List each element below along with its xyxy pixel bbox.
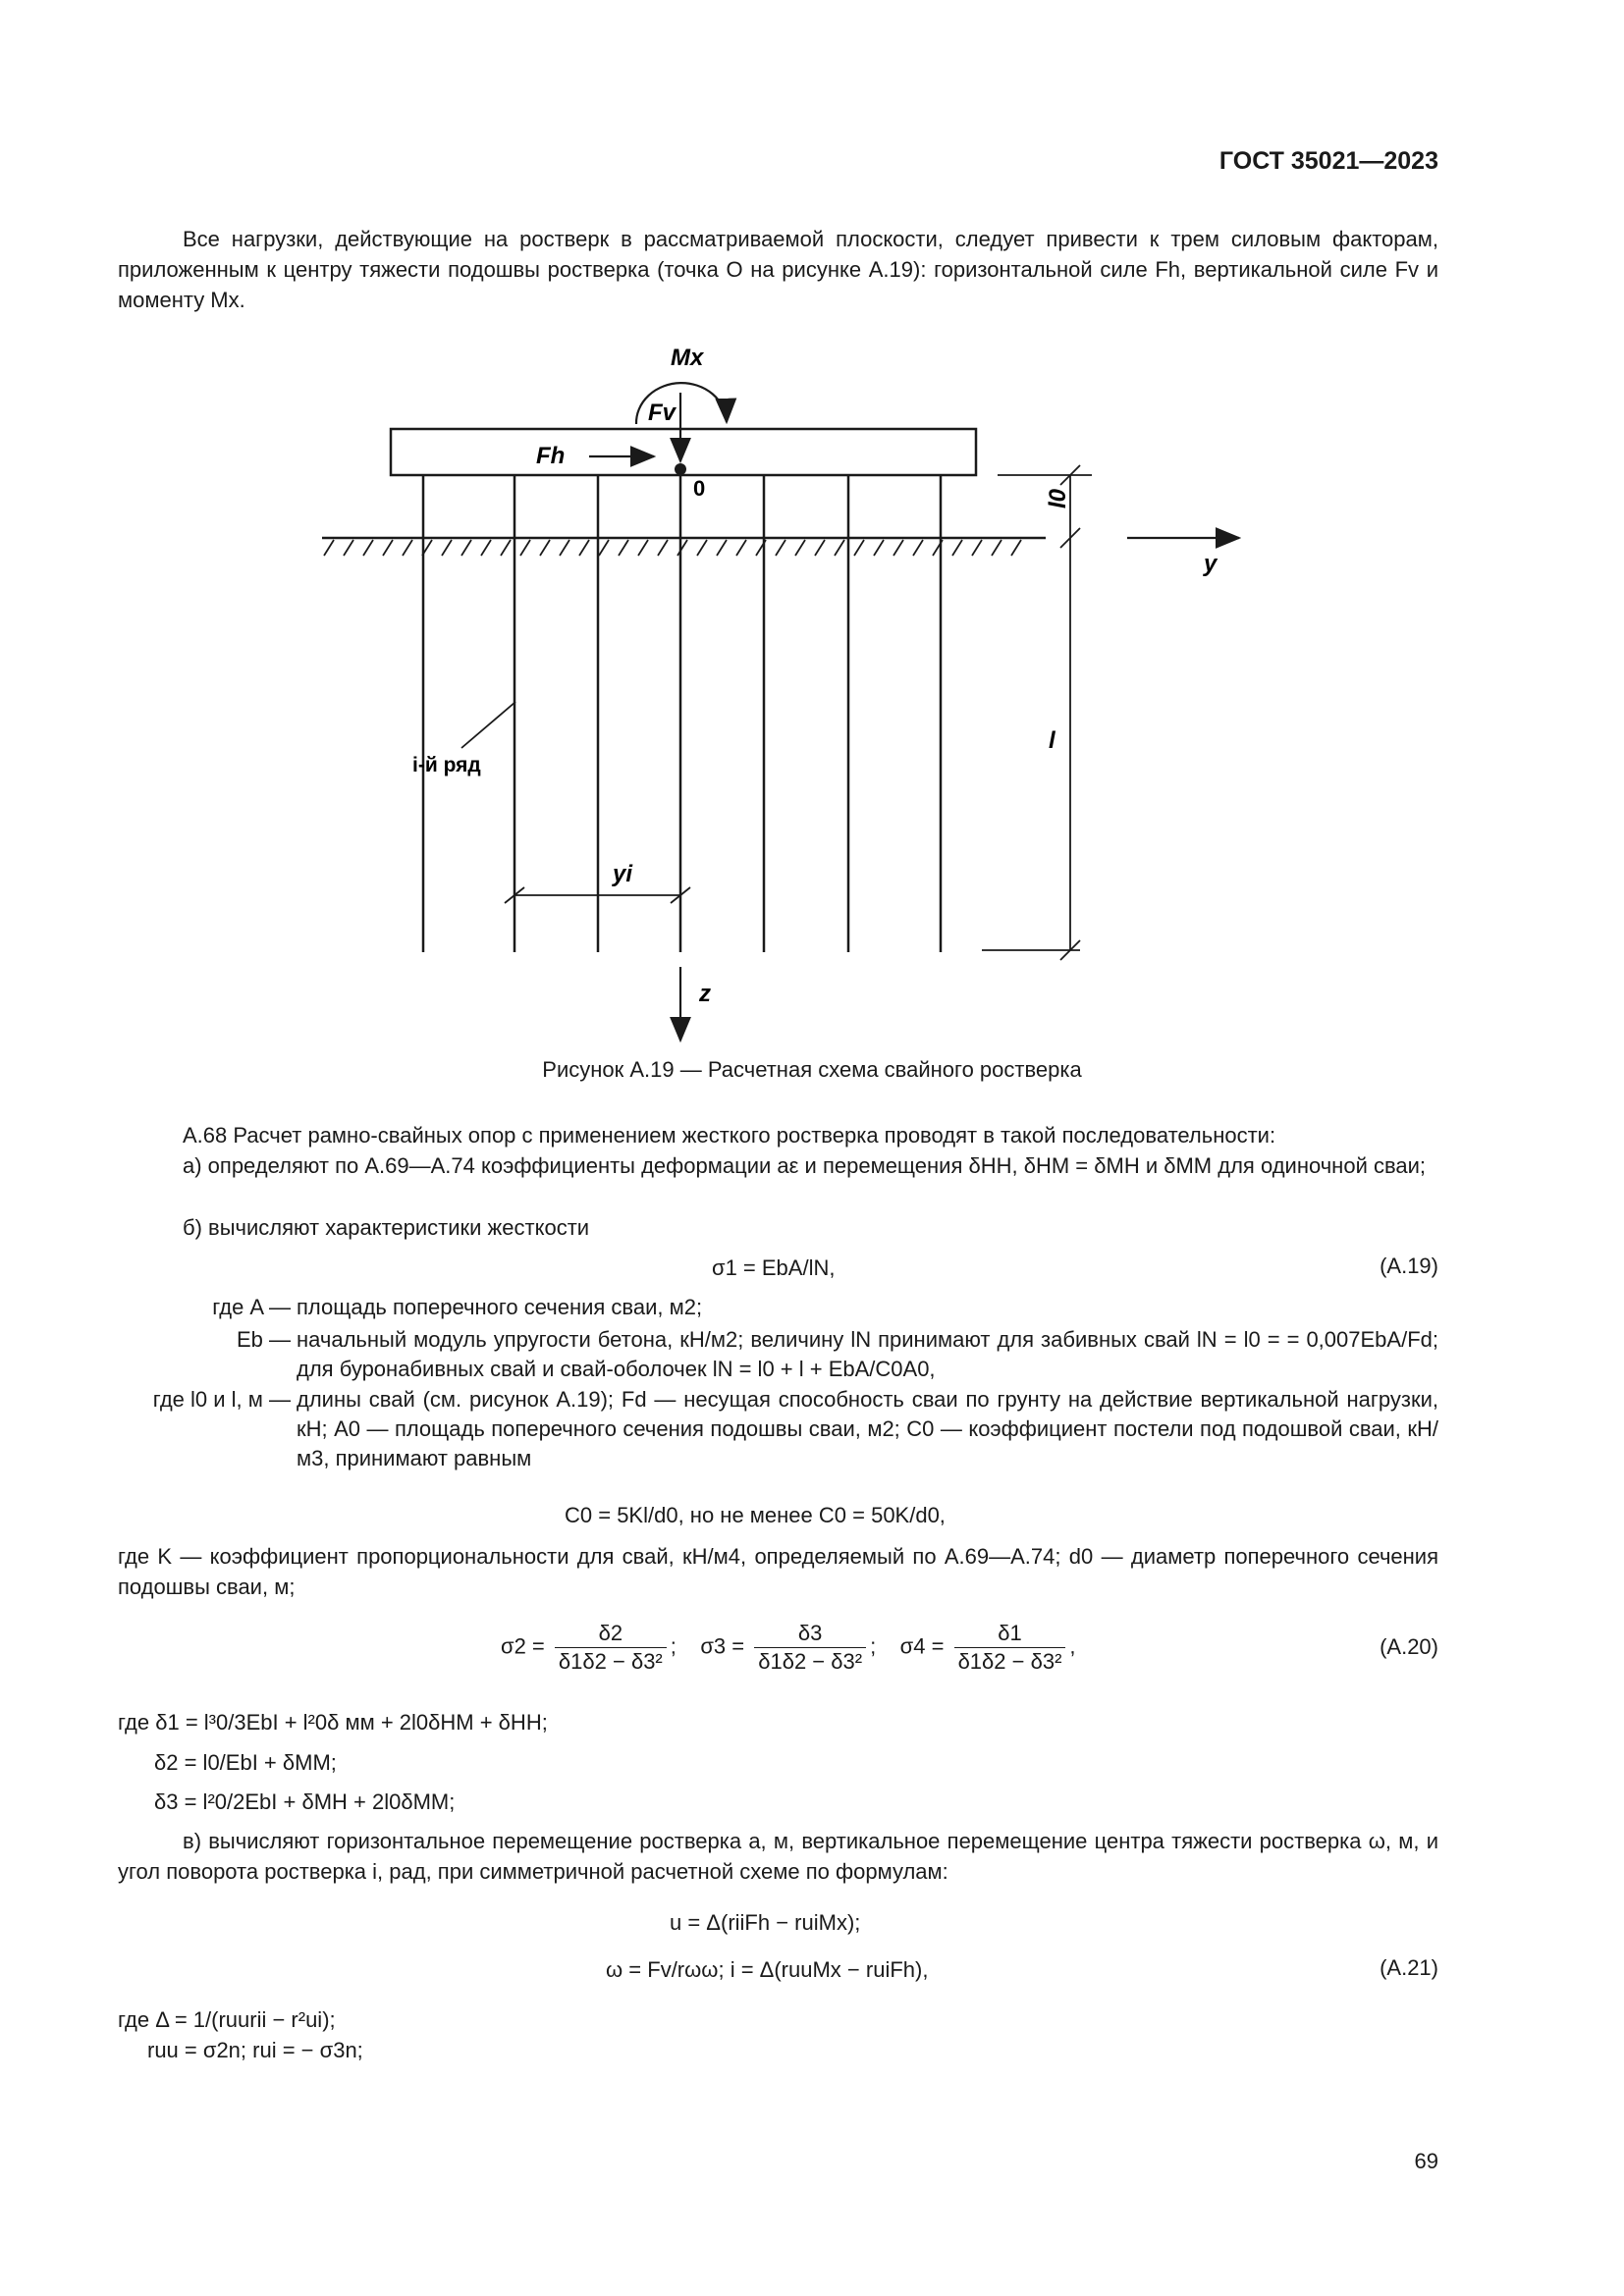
standard-header: ГОСТ 35021—2023 <box>1218 147 1438 175</box>
sigma4-numerator: δ1 <box>954 1620 1066 1648</box>
where-K: где K — коэффициент пропорциональности для свай, кН/м4, определяемый по А.69—А.74; d0 — диаметр поперечного сечения подошвы сваи, м; <box>118 1544 1438 1599</box>
equation-a21-number: (А.21) <box>1380 1955 1438 1980</box>
length-label: l <box>1049 727 1056 754</box>
z-axis-label: z <box>699 981 711 1007</box>
sigma4-lhs: σ4 = <box>899 1633 945 1659</box>
ruu-definition: ruu = σ2n; rui = − σ3n; <box>147 2038 363 2062</box>
delta2-definition: δ2 = l0/EbI + δММ; <box>154 1750 337 1775</box>
sigma3-fraction <box>754 1620 866 1676</box>
horizontal-force-label: Fh <box>536 443 566 469</box>
equation-a20-number: (А.20) <box>1380 1634 1438 1659</box>
figure-caption: Рисунок А.19 — Расчетная схема свайного ростверка <box>542 1057 1082 1082</box>
l0-label: l0 <box>1045 488 1071 508</box>
origin-point <box>675 463 686 475</box>
a68-intro: А.68 Расчет рамно-свайных опор с применением жесткого ростверка проводят в такой последовательности: <box>183 1123 1276 1148</box>
where-Eb-text: начальный модуль упругости бетона, кН/м2; величину lN принимают для забивных свай lN = l0 = = 0,007EbA/Fd; для буронабивных свай и свай-оболочек lN = l0 + l + EbA/C0A0, <box>297 1327 1438 1381</box>
where-l <box>0 1385 1624 1473</box>
sigma4-denominator: δ1δ2 − δ3² <box>957 1649 1062 1674</box>
where-Eb-label: Eb — <box>236 1327 291 1352</box>
a68-item-b: б) вычисляют характеристики жесткости <box>183 1215 590 1240</box>
equation-a20 <box>501 1620 1076 1676</box>
where-A <box>0 1293 1624 1322</box>
origin-label: 0 <box>693 476 706 501</box>
yi-label: yi <box>613 861 633 887</box>
where-l-label: где l0 и l, м — <box>152 1387 291 1412</box>
intro-paragraph: Все нагрузки, действующие на ростверк в рассматриваемой плоскости, следует привести к трем силовым факторам, приложенным к центру тяжести подошвы ростверка (точка О на рисунке А.19): горизонтальной силе Fh, вертикальной силе Fv и моменту Mx. <box>118 227 1438 312</box>
equation-a19-number: (А.19) <box>1380 1254 1438 1278</box>
y-axis-label: y <box>1204 551 1218 577</box>
sigma2-numerator: δ2 <box>555 1620 667 1648</box>
where-l-text: длины свай (см. рисунок А.19); Fd — несущая способность сваи по грунту на действие вертикальной нагрузки, кН; A0 — площадь поперечного сечения подошвы сваи, м2; C0 — коэффициент постели под подошвой сваи, кН/м3, принимают равным <box>297 1387 1438 1470</box>
row-leader <box>461 702 515 748</box>
equation-a21-line1: u = Δ(riiFh − ruiMx); <box>670 1910 861 1935</box>
sigma3-numerator: δ3 <box>754 1620 866 1648</box>
where-Eb <box>0 1325 1624 1384</box>
sigma2-lhs: σ2 = <box>501 1633 545 1659</box>
sigma2-denominator: δ1δ2 − δ3² <box>558 1649 663 1674</box>
sigma4-fraction <box>954 1620 1066 1676</box>
delta-definition: где Δ = 1/(ruurii − r²ui); <box>118 2007 336 2032</box>
eq20-separator-3: , <box>1069 1633 1076 1659</box>
where-A-text: площадь поперечного сечения сваи, м2; <box>297 1295 703 1319</box>
a68-item-c: в) вычисляют горизонтальное перемещение ростверка a, м, вертикальное перемещение центра тяжести ростверка ω, м, и угол поворота ростверка i, рад, при симметричной расчетной схеме по формулам: <box>118 1829 1438 1884</box>
l-dimension <box>982 538 1080 960</box>
equation-a21-line2: ω = Fv/rωω; i = Δ(ruuMx − ruiFh), <box>606 1957 929 1982</box>
vertical-force-label: Fv <box>648 400 677 426</box>
pile-grillage-diagram <box>309 334 1272 1050</box>
eq20-separator-1: ; <box>670 1633 677 1659</box>
delta1-definition: где δ1 = l³0/3EbI + l²0δ мм + 2l0δНМ + δНН; <box>118 1710 548 1735</box>
sigma3-denominator: δ1δ2 − δ3² <box>758 1649 863 1674</box>
delta3-definition: δ3 = l²0/2EbI + δМН + 2l0δММ; <box>154 1789 456 1814</box>
sigma3-lhs: σ3 = <box>700 1633 745 1659</box>
ground-hatching <box>324 540 1021 556</box>
where-A-label: где A — <box>212 1295 291 1319</box>
eq20-separator-2: ; <box>870 1633 877 1659</box>
page-number: 69 <box>1414 2149 1438 2173</box>
moment-label: Mx <box>671 345 704 371</box>
equation-c0: C0 = 5Kl/d0, но не менее C0 = 50K/d0, <box>565 1503 946 1527</box>
a68-item-a: а) определяют по А.69—А.74 коэффициенты деформации aε и перемещения δНН, δНМ = δМН и δММ для одиночной сваи; <box>183 1153 1427 1178</box>
equation-a19: σ1 = EbA/lN, <box>712 1255 836 1280</box>
sigma2-fraction <box>555 1620 667 1676</box>
row-label: i-й ряд <box>412 754 481 776</box>
